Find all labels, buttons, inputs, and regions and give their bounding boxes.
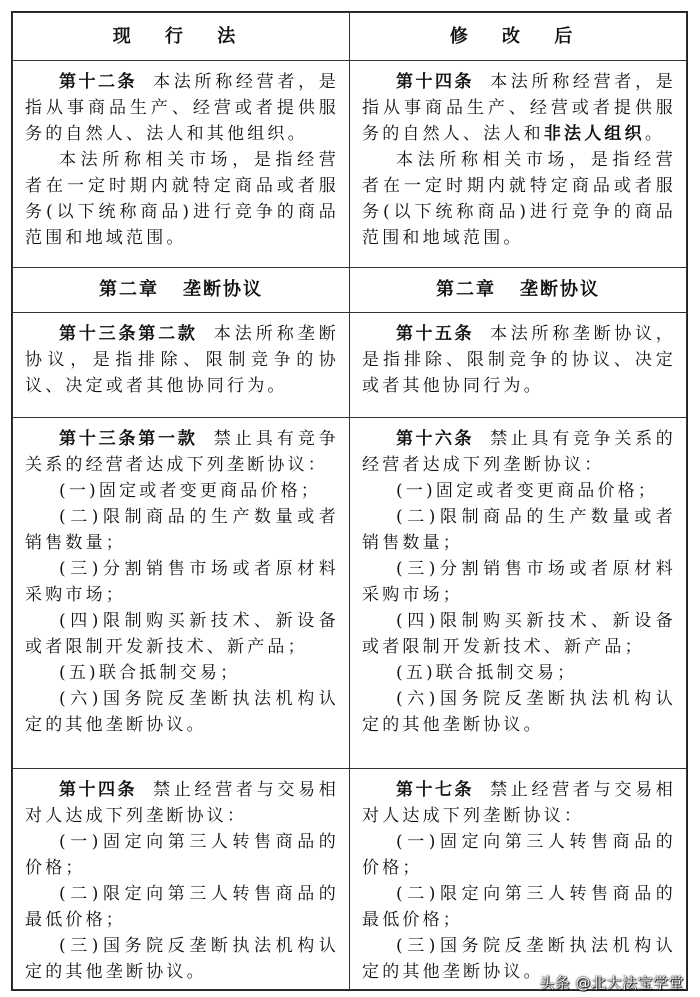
paragraph bbox=[25, 321, 339, 399]
table-row bbox=[13, 61, 687, 268]
list-item: (四)限制购买新技术、新设备或者限制开发新技术、新产品； bbox=[362, 611, 676, 657]
table-row bbox=[13, 769, 687, 990]
list-item: (一)固定或者变更商品价格； bbox=[396, 481, 659, 501]
article-text: 本法所称经营者，是指从事商品生产、经营或者提供服务的自然人、法人和 bbox=[362, 72, 676, 144]
chapter-title: 垄断协议 bbox=[520, 279, 600, 300]
chapter-number: 第二章 bbox=[436, 279, 496, 300]
paragraph bbox=[25, 426, 339, 478]
article-text: 本法所称经营者，是指从事商品生产、经营或者提供服务的自然人、法人和其他组织。 bbox=[25, 72, 339, 144]
article-number: 第十二条 bbox=[59, 72, 138, 92]
comparison-table bbox=[12, 12, 687, 990]
paragraph bbox=[362, 777, 676, 829]
article-text-end: 。 bbox=[644, 124, 666, 144]
header-current-law: 现 行 法 bbox=[13, 13, 350, 61]
comparison-table-frame bbox=[11, 11, 688, 991]
article-text: 禁止具有竞争关系的经营者达成下列垄断协议： bbox=[25, 429, 340, 475]
list-item: (一)固定向第三人转售商品的价格； bbox=[25, 832, 339, 878]
header-row bbox=[13, 13, 687, 61]
article-number: 第十五条 bbox=[396, 324, 475, 344]
list-item: (四)限制购买新技术、新设备或者限制开发新技术、新产品； bbox=[25, 611, 339, 657]
cell-amended-article-15 bbox=[350, 313, 687, 418]
table-row bbox=[13, 313, 687, 418]
cell-amended-article-14 bbox=[350, 61, 687, 268]
chapter-number: 第二章 bbox=[99, 279, 159, 300]
article-number: 第十六条 bbox=[396, 429, 475, 449]
list-item: (二)限制商品的生产数量或者销售数量； bbox=[25, 507, 339, 553]
article-number: 第十三条第一款 bbox=[59, 429, 198, 449]
cell-current-article-14 bbox=[13, 769, 350, 990]
list-item: (三)分割销售市场或者原材料采购市场； bbox=[362, 559, 676, 605]
article-text: 禁止经营者与交易相对人达成下列垄断协议： bbox=[25, 780, 339, 826]
paragraph bbox=[25, 69, 339, 147]
list-item: (三)国务院反垄断执法机构认定的其他垄断协议。 bbox=[25, 936, 339, 982]
cell-current-article-12 bbox=[13, 61, 350, 268]
cell-amended-article-16 bbox=[350, 418, 687, 769]
article-number: 第十七条 bbox=[396, 780, 475, 800]
article-number: 第十三条第二款 bbox=[59, 324, 198, 344]
paragraph bbox=[362, 321, 676, 399]
article-text: 禁止经营者与交易相对人达成下列垄断协议： bbox=[362, 780, 676, 826]
article-text: 本法所称垄断协议，是指排除、限制竞争的协议、决定或者其他协同行为。 bbox=[362, 324, 676, 396]
list-item: (五)联合抵制交易； bbox=[396, 663, 578, 683]
paragraph bbox=[362, 69, 676, 147]
chapter-row bbox=[13, 268, 687, 313]
cell-amended-article-17 bbox=[350, 769, 687, 990]
article-text: 本法所称垄断协议，是指排除、限制竞争的协议、决定或者其他协同行为。 bbox=[25, 324, 340, 396]
header-amended-law: 修 改 后 bbox=[350, 13, 687, 61]
list-item: (二)限制商品的生产数量或者销售数量； bbox=[362, 507, 676, 553]
list-item: (六)国务院反垄断执法机构认定的其他垄断协议。 bbox=[362, 689, 676, 735]
list-item: (三)国务院反垄断执法机构认定的其他垄断协议。 bbox=[362, 936, 676, 982]
paragraph: 本法所称相关市场，是指经营者在一定时期内就特定商品或者服务(以下统称商品)进行竞争的商品范围和地域范围。 bbox=[362, 150, 676, 248]
cell-current-article-13-1 bbox=[13, 418, 350, 769]
chapter-title: 垄断协议 bbox=[183, 279, 263, 300]
paragraph: 本法所称相关市场，是指经营者在一定时期内就特定商品或者服务(以下统称商品)进行竞争的商品范围和地域范围。 bbox=[25, 150, 339, 248]
paragraph bbox=[25, 777, 339, 829]
article-number: 第十四条 bbox=[396, 72, 475, 92]
cell-current-article-13-2 bbox=[13, 313, 350, 418]
list-item: (二)限定向第三人转售商品的最低价格； bbox=[25, 884, 339, 930]
list-item: (一)固定或者变更商品价格； bbox=[59, 481, 322, 501]
list-item: (三)分割销售市场或者原材料采购市场； bbox=[25, 559, 339, 605]
list-item: (六)国务院反垄断执法机构认定的其他垄断协议。 bbox=[25, 689, 339, 735]
paragraph bbox=[362, 426, 676, 478]
table-row bbox=[13, 418, 687, 769]
watermark: 头条 @北大法宝学堂 bbox=[539, 974, 684, 992]
list-item: (二)限定向第三人转售商品的最低价格； bbox=[362, 884, 676, 930]
list-item: (五)联合抵制交易； bbox=[59, 663, 241, 683]
chapter-heading-left bbox=[13, 268, 350, 313]
list-item: (一)固定向第三人转售商品的价格； bbox=[362, 832, 676, 878]
article-number: 第十四条 bbox=[59, 780, 138, 800]
amended-highlight: 非法人组织 bbox=[543, 124, 645, 144]
article-text: 禁止具有竞争关系的经营者达成下列垄断协议： bbox=[362, 429, 676, 475]
chapter-heading-right bbox=[350, 268, 687, 313]
